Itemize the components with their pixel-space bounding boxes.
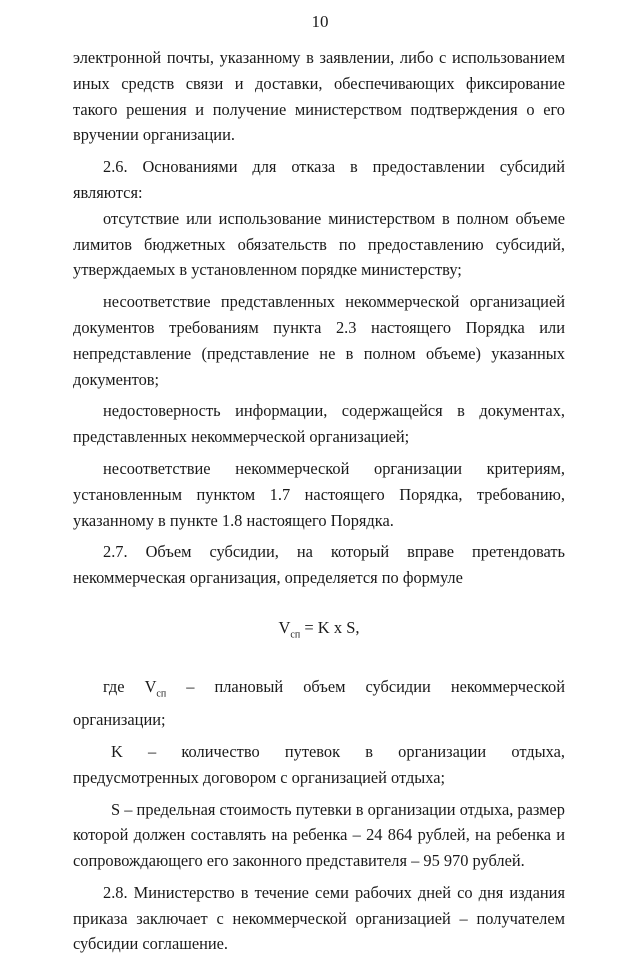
paragraph-reason-unreliable: недостоверность информации, содержащейся в документах, представленных некоммерческой организацией;: [73, 401, 565, 447]
paragraph-s-definition: S – предельная стоимость путевки в организации отдыха, размер которой должен составлять на ребенка – 24 864 рублей, на ребенка и сопровождающего его законного представителя – 95 970 рублей.: [73, 799, 565, 871]
where-v: V: [144, 677, 157, 697]
paragraph-2-6: 2.6. Основаниями для отказа в предоставлении субсидий являются:: [73, 157, 565, 202]
paragraph-2-7: 2.7. Объем субсидии, на который вправе претендовать некоммерческая организация, определяется по формуле: [73, 542, 565, 588]
paragraph-2-8: 2.8. Министерство в течение семи рабочих дней со дня издания приказа заключает с некоммерческой организацией – получателем субсидии соглашение.: [73, 882, 565, 954]
formula-v: V: [278, 617, 291, 637]
where-prefix: где: [103, 677, 145, 697]
where-v-subscript: сп: [156, 688, 167, 700]
formula-rhs: = K x S,: [300, 617, 360, 637]
page-number: 10: [311, 12, 329, 31]
subsidy-formula: [73, 615, 565, 648]
formula-v-subscript: сп: [290, 629, 301, 641]
paragraph-where-v: [73, 674, 565, 733]
paragraph-continuation: электронной почты, указанному в заявлении, либо с использованием иных средств связи и доставки, обеспечивающих фиксирование такого решения и получение министерством подтверждения о его вручении организации.: [73, 48, 565, 145]
where-suffix: – плановый объем субсидии некоммерческой организации;: [73, 677, 565, 730]
paragraph-reason-documents: несоответствие представленных некоммерческой организацией документов требованиям пункта 2.3 настоящего Порядка или непредставление (представление не в полном объеме) указанных документов;: [73, 292, 565, 389]
paragraph-reason-limits: отсутствие или использование министерством в полном объеме лимитов бюджетных обязательств по предоставлению субсидий, утверждаемых в установленном порядке министерству;: [73, 208, 565, 280]
document-body: [73, 45, 565, 957]
paragraph-k-definition: K – количество путевок в организации отдыха, предусмотренных договором с организацией отдыха;: [73, 741, 565, 787]
paragraph-reason-criteria: несоответствие некоммерческой организации критериям, установленным пунктом 1.7 настоящего Порядка, требованию, указанному в пункте 1.8 настоящего Порядка.: [73, 458, 565, 530]
